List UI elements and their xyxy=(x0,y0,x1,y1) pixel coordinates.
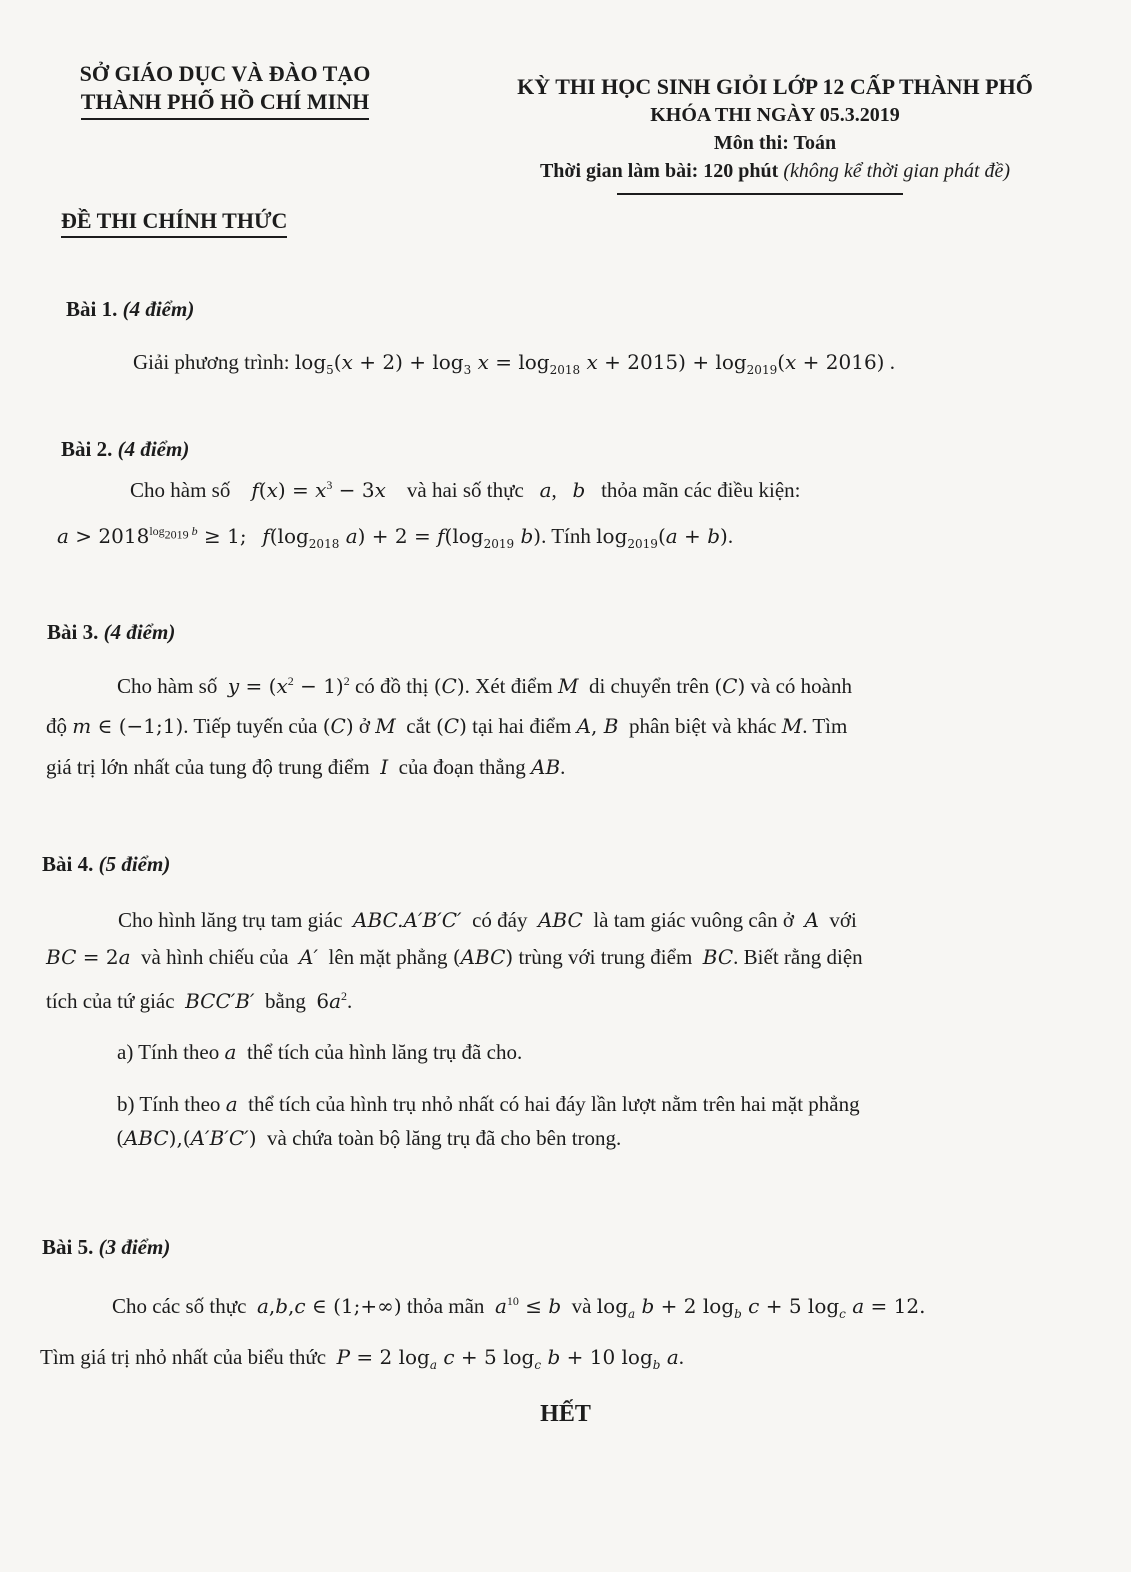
problem-2-line-2: $a > 2018^{log_{2019} b} \ge 1$; $f(\log_{2018}$ $a) + 2 = f(\log_{2019}$ b). Tính $\log_{2019}(a + b)$. xyxy=(57,524,734,551)
problem-4-title: Bài 4. (5 điểm) xyxy=(42,852,171,876)
problem-3-line-1: Cho hàm số $y = (x^2 - 1)^2$ có đồ thị (C). Xét điểm M di chuyển trên (C) và có hoành xyxy=(117,674,852,698)
problem-4-question-a: a) Tính theo a thể tích của hình lăng trụ đã cho. xyxy=(117,1040,523,1064)
problem-1-title: Bài 1. (4 điểm) xyxy=(66,297,195,321)
issuer-header xyxy=(30,60,420,120)
official-label: ĐỀ THI CHÍNH THỨC xyxy=(61,208,287,238)
problem-4-line-1: Cho hình lăng trụ tam giác ABC.A′B′C′ có đáy ABC là tam giác vuông cân ở A với xyxy=(118,908,857,932)
exam-title: KỲ THI HỌC SINH GIỎI LỚP 12 CẤP THÀNH PHỐ xyxy=(517,74,1033,99)
problem-4-question-b-line-1: b) Tính theo a thể tích của hình trụ nhỏ nhất có hai đáy lần lượt nằm trên hai mặt phẳng xyxy=(117,1092,860,1116)
exam-date: KHÓA THI NGÀY 05.3.2019 xyxy=(650,104,900,126)
problem-5-line-2: Tìm giá trị nhỏ nhất của biểu thức P = 2 $\log_a c + 5$ $\log_c b + 10$ $\log_b a$. xyxy=(40,1345,685,1372)
exam-subject: Môn thi: Toán xyxy=(713,132,837,154)
problem-2-title: Bài 2. (4 điểm) xyxy=(61,437,190,461)
end-label: HẾT xyxy=(540,1401,591,1427)
problem-2-line-1: Cho hàm số $f(x) = x^3 - 3x$ và hai số thực a, b thỏa mãn các điều kiện: xyxy=(130,478,801,502)
exam-header xyxy=(445,72,1105,185)
issuer-line-1: SỞ GIÁO DỤC VÀ ĐÀO TẠO xyxy=(79,61,371,86)
problem-4-question-b-line-2: (ABC),(A′B′C′) và chứa toàn bộ lăng trụ đã cho bên trong. xyxy=(116,1126,622,1150)
problem-4-line-2: BC = 2a và hình chiếu của A′ lên mặt phẳng (ABC) trùng với trung điểm BC. Biết rằng diện xyxy=(46,945,863,969)
problem-3-title: Bài 3. (4 điểm) xyxy=(47,620,176,644)
problem-5-line-1: Cho các số thực a,b,c ∈ (1;+∞) thỏa mãn $a^{10} \le b$ và $\log_a b + 2$ $\log_b c + 5$ $\log_c a = 12$. xyxy=(112,1294,926,1321)
exam-duration: Thời gian làm bài: 120 phút (không kể thời gian phát đề) xyxy=(539,160,1011,182)
problem-3-line-2: độ m ∈ (−1;1). Tiếp tuyến của (C) ở M cắt (C) tại hai điểm A, B phân biệt và khác M. Tìm xyxy=(46,714,848,738)
problem-3-line-3: giá trị lớn nhất của tung độ trung điểm I của đoạn thẳng AB. xyxy=(46,755,566,779)
header-rule xyxy=(617,193,903,195)
problem-5-title: Bài 5. (3 điểm) xyxy=(42,1235,171,1259)
issuer-line-2: THÀNH PHỐ HỒ CHÍ MINH xyxy=(81,88,369,120)
problem-1-text: Giải phương trình: $\log_5(x + 2) + \log_3 x = \log_{2018} x + 2015) + \log_{2019}(x + 2016)$ . xyxy=(133,350,895,377)
problem-4-line-3: tích của tứ giác BCC′B′ bằng $6a^2$. xyxy=(46,989,353,1013)
